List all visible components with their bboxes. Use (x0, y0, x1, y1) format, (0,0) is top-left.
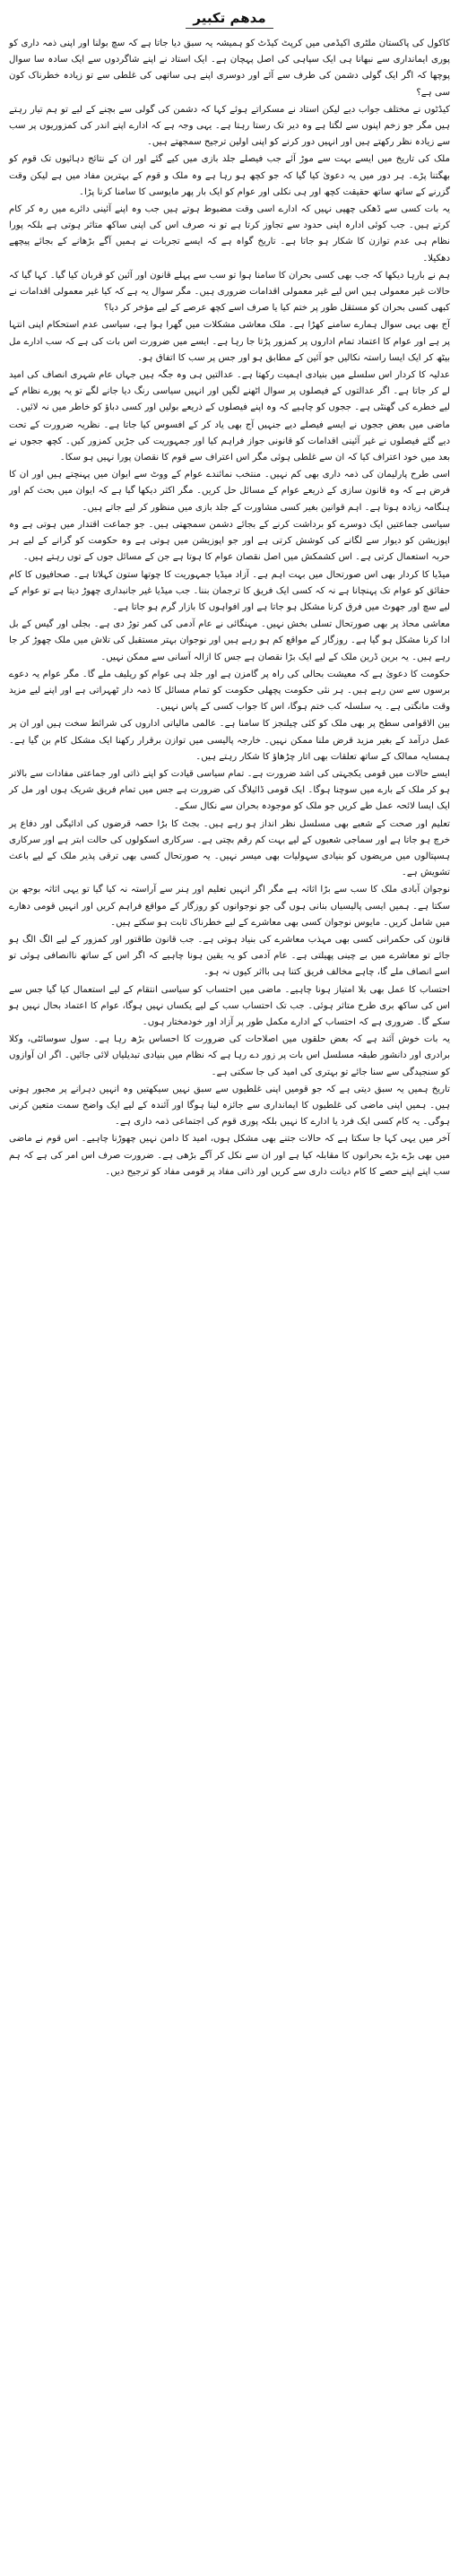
article-paragraph: سیاسی جماعتیں ایک دوسرے کو برداشت کرنے کے بجائے دشمن سمجھتی ہیں۔ جو جماعت اقتدار میں ہوتی ہے وہ اپوزیشن کو دیوار سے لگانے کی کوشش کرتی ہے اور جو اپوزیشن میں ہوتی ہے وہ حکومت کو گرانے کے لیے ہر حربہ استعمال کرتی ہے۔ اس کشمکش میں اصل نقصان عوام کا ہوتا ہے جن کے مسائل جوں کے توں رہتے ہیں۔ (9, 519, 450, 563)
article-paragraph: نوجوان آبادی ملک کا سب سے بڑا اثاثہ ہے مگر اگر انہیں تعلیم اور ہنر سے آراستہ نہ کیا گیا تو یہی اثاثہ بوجھ بن سکتا ہے۔ ہمیں ایسی پالیسیاں بنانی ہوں گی جو نوجوانوں کو روزگار کے مواقع فراہم کریں اور انہیں قومی دھارے میں شامل کریں۔ مایوس نوجوان کسی بھی معاشرے کے لیے خطرناک ثابت ہو سکتے ہیں۔ (9, 885, 450, 928)
article-paragraph: ایسے حالات میں قومی یکجہتی کی اشد ضرورت ہے۔ تمام سیاسی قیادت کو اپنے ذاتی اور جماعتی مفادات سے بالاتر ہو کر ملک کے بارے میں سوچنا ہوگا۔ ایک قومی ڈائیلاگ کی ضرورت ہے جس میں تمام فریق شریک ہوں اور مل کر ایک ایسا لائحہ عمل طے کریں جو ملک کو موجودہ بحران سے نکال سکے۔ (9, 768, 450, 812)
article-body (9, 36, 450, 1180)
article-paragraph: اسی طرح پارلیمان کی ذمہ داری بھی کم نہیں۔ منتخب نمائندے عوام کے ووٹ سے ایوان میں پہنچتے ہیں اور ان کا فرض ہے کہ وہ قانون سازی کے ذریعے عوام کے مسائل حل کریں۔ مگر اکثر دیکھا گیا ہے کہ ایوان میں بحث کم اور ہنگامہ زیادہ ہوتا ہے۔ اہم قوانین بغیر کسی مشاورت کے جلد بازی میں منظور کر لیے جاتے ہیں۔ (9, 470, 450, 513)
article-paragraph: بین الاقوامی سطح پر بھی ملک کو کئی چیلنجز کا سامنا ہے۔ عالمی مالیاتی اداروں کی شرائط سخت ہیں اور ان پر عمل درآمد کے بغیر مزید قرض ملنا ممکن نہیں۔ خارجہ پالیسی میں توازن برقرار رکھنا ایک مشکل کام بن گیا ہے۔ ہمسایہ ممالک کے ساتھ تعلقات بھی اتار چڑھاؤ کا شکار رہتے ہیں۔ (9, 719, 450, 762)
article-paragraph: تعلیم اور صحت کے شعبے بھی مسلسل نظر انداز ہو رہے ہیں۔ بجٹ کا بڑا حصہ قرضوں کی ادائیگی اور دفاع پر خرچ ہو جاتا ہے اور سماجی شعبوں کے لیے بہت کم رقم بچتی ہے۔ سرکاری اسکولوں کی حالت ابتر ہے اور سرکاری ہسپتالوں میں مریضوں کو بنیادی سہولیات بھی میسر نہیں۔ یہ صورتحال کسی بھی ترقی پذیر ملک کے لیے باعث تشویش ہے۔ (9, 818, 450, 878)
article-paragraph: معاشی محاذ پر بھی صورتحال تسلی بخش نہیں۔ مہنگائی نے عام آدمی کی کمر توڑ دی ہے۔ بجلی اور گیس کے بل ادا کرنا مشکل ہو گیا ہے۔ روزگار کے مواقع کم ہو رہے ہیں اور نوجوان بہتر مستقبل کی تلاش میں ملک چھوڑ کر جا رہے ہیں۔ یہ برین ڈرین ملک کے لیے ایک بڑا نقصان ہے جس کا ازالہ آسانی سے ممکن نہیں۔ (9, 619, 450, 662)
article-paragraph: قانون کی حکمرانی کسی بھی مہذب معاشرے کی بنیاد ہوتی ہے۔ جب قانون طاقتور اور کمزور کے لیے الگ الگ ہو جائے تو معاشرے میں بے چینی پھیلتی ہے۔ عام آدمی کو یہ یقین ہونا چاہیے کہ اگر اس کے ساتھ ناانصافی ہوئی تو اسے انصاف ملے گا، چاہے مخالف فریق کتنا ہی بااثر کیوں نہ ہو۔ (9, 934, 450, 978)
column-title: مدھم تکبیر (186, 10, 273, 29)
article-paragraph: کاکول کی پاکستان ملٹری اکیڈمی میں کرپٹ کیڈٹ کو ہمیشہ یہ سبق دیا جاتا ہے کہ سچ بولنا اور اپنی ذمہ داری کو پوری ایمانداری سے نبھانا ہی ایک سپاہی کی اصل پہچان ہے۔ ایک استاد نے اپنے شاگردوں سے ایک سادہ سا سوال پوچھا کہ اگر ایک گولی دشمن کی طرف سے آئے اور دوسری اپنے ہی ساتھی کی غلطی سے تو زیادہ خطرناک کون سی ہے؟ (9, 39, 450, 98)
column-header (9, 9, 450, 29)
article-paragraph: حکومت کا دعویٰ ہے کہ معیشت بحالی کی راہ پر گامزن ہے اور جلد ہی عوام کو ریلیف ملے گا۔ مگر عوام یہ دعوے برسوں سے سن رہے ہیں۔ ہر نئی حکومت پچھلی حکومت کو تمام مسائل کا ذمہ دار ٹھہراتی ہے اور اپنے لیے مزید وقت مانگتی ہے۔ یہ سلسلہ کب ختم ہوگا، اس کا جواب کسی کے پاس نہیں۔ (9, 669, 450, 713)
article-paragraph: احتساب کا عمل بھی بلا امتیاز ہونا چاہیے۔ ماضی میں احتساب کو سیاسی انتقام کے لیے استعمال کیا گیا جس سے اس کی ساکھ بری طرح متاثر ہوئی۔ جب تک احتساب سب کے لیے یکساں نہیں ہوگا، عوام کا اعتماد بحال نہیں ہو سکے گا۔ ضروری ہے کہ احتساب کے ادارے مکمل طور پر آزاد اور خودمختار ہوں۔ (9, 984, 450, 1027)
article-paragraph: میڈیا کا کردار بھی اس صورتحال میں بہت اہم ہے۔ آزاد میڈیا جمہوریت کا چوتھا ستون کہلاتا ہے۔ صحافیوں کا کام حقائق کو عوام تک پہنچانا ہے نہ کہ کسی ایک فریق کا ترجمان بننا۔ جب میڈیا غیر جانبداری چھوڑ دیتا ہے تو عوام کے لیے سچ اور جھوٹ میں فرق کرنا مشکل ہو جاتا ہے اور افواہوں کا بازار گرم ہو جاتا ہے۔ (9, 569, 450, 612)
article-paragraph: یہ بات کسی سے ڈھکی چھپی نہیں کہ ادارے اسی وقت مضبوط ہوتے ہیں جب وہ اپنے آئینی دائرے میں رہ کر کام کرتے ہیں۔ جب کوئی ادارہ اپنی حدود سے تجاوز کرتا ہے تو نہ صرف اس کی اپنی ساکھ متاثر ہوتی ہے بلکہ پورا نظام ہی عدم توازن کا شکار ہو جاتا ہے۔ تاریخ گواہ ہے کہ ایسے تجربات نے ہمیں آگے بڑھانے کے بجائے پیچھے دھکیلا۔ (9, 204, 450, 264)
article-paragraph: کیڈٹوں نے مختلف جواب دیے لیکن استاد نے مسکراتے ہوئے کہا کہ دشمن کی گولی سے بچنے کے لیے تو ہم تیار رہتے ہیں مگر جو زخم اپنوں سے لگتا ہے وہ دیر تک رستا رہتا ہے۔ یہی وجہ ہے کہ ادارے اپنے اندر کی کمزوریوں پر سب سے زیادہ نظر رکھتے ہیں اور انہیں دور کرنے کو اپنی اولین ترجیح سمجھتے ہیں۔ (9, 104, 450, 148)
article-paragraph: یہ بات خوش آئند ہے کہ بعض حلقوں میں اصلاحات کی ضرورت کا احساس بڑھ رہا ہے۔ سول سوسائٹی، وکلا برادری اور دانشور طبقہ مسلسل اس بات پر زور دے رہا ہے کہ نظام میں بنیادی تبدیلیاں لائی جائیں۔ اگر ان آوازوں کو سنجیدگی سے سنا جائے تو بہتری کی امید کی جا سکتی ہے۔ (9, 1034, 450, 1077)
article-paragraph: ماضی میں بعض ججوں نے ایسے فیصلے دیے جنہیں آج بھی یاد کر کے افسوس کیا جاتا ہے۔ نظریہ ضرورت کے تحت دیے گئے فیصلوں نے غیر آئینی اقدامات کو قانونی جواز فراہم کیا اور جمہوریت کی جڑیں کمزور کیں۔ کچھ ججوں نے بعد میں خود اعتراف کیا کہ ان سے غلطی ہوئی مگر اس اعتراف سے قوم کا نقصان پورا نہیں ہو سکا۔ (9, 419, 450, 463)
article-paragraph: ہم نے بارہا دیکھا کہ جب بھی کسی بحران کا سامنا ہوا تو سب سے پہلے قانون اور آئین کو قربان کیا گیا۔ کہا گیا کہ حالات غیر معمولی ہیں اس لیے غیر معمولی اقدامات ضروری ہیں۔ مگر سوال یہ ہے کہ کیا غیر معمولی اقدامات نے کبھی کسی بحران کو مستقل طور پر ختم کیا یا صرف اسے کچھ عرصے کے لیے مؤخر کر دیا؟ (9, 270, 450, 314)
article-paragraph: ملک کی تاریخ میں ایسے بہت سے موڑ آئے جب فیصلے جلد بازی میں کیے گئے اور ان کے نتائج دہائیوں تک قوم کو بھگتنا پڑے۔ ہر دور میں یہ دعویٰ کیا گیا کہ جو کچھ ہو رہا ہے وہ ملک و قوم کے بہترین مفاد میں ہے لیکن وقت گزرنے کے ساتھ ساتھ حقیقت کچھ اور ہی نکلی اور عوام کو ایک بار پھر مایوسی کا سامنا کرنا پڑا۔ (9, 154, 450, 197)
article-paragraph: آج بھی یہی سوال ہمارے سامنے کھڑا ہے۔ ملک معاشی مشکلات میں گھرا ہوا ہے، سیاسی عدم استحکام اپنی انتہا پر ہے اور عوام کا اعتماد تمام اداروں پر کمزور پڑتا جا رہا ہے۔ ایسے میں ضرورت اس بات کی ہے کہ سب ادارے مل بیٹھ کر ایک ایسا راستہ نکالیں جو آئین کے مطابق ہو اور جس پر سب کا اتفاق ہو۔ (9, 320, 450, 363)
article-paragraph: تاریخ ہمیں یہ سبق دیتی ہے کہ جو قومیں اپنی غلطیوں سے سبق نہیں سیکھتیں وہ انہیں دہرانے پر مجبور ہوتی ہیں۔ ہمیں اپنی ماضی کی غلطیوں کا ایمانداری سے جائزہ لینا ہوگا اور آئندہ کے لیے ایک واضح سمت متعین کرنی ہوگی۔ یہ کام کسی ایک فرد یا ادارے کا نہیں بلکہ پوری قوم کی اجتماعی ذمہ داری ہے۔ (9, 1084, 450, 1128)
article-paragraph: آخر میں یہی کہا جا سکتا ہے کہ حالات جتنے بھی مشکل ہوں، امید کا دامن نہیں چھوڑنا چاہیے۔ اس قوم نے ماضی میں بھی بڑے بڑے بحرانوں کا مقابلہ کیا ہے اور ان سے نکل کر آگے بڑھی ہے۔ ضرورت صرف اس امر کی ہے کہ ہم سب اپنے اپنے حصے کا کام دیانت داری سے کریں اور ذاتی مفاد پر قومی مفاد کو ترجیح دیں۔ (9, 1134, 450, 1177)
article-paragraph: عدلیہ کا کردار اس سلسلے میں بنیادی اہمیت رکھتا ہے۔ عدالتیں ہی وہ جگہ ہیں جہاں عام شہری انصاف کی امید لے کر جاتا ہے۔ اگر عدالتوں کے فیصلوں پر سوال اٹھنے لگیں اور انہیں سیاسی رنگ دیا جانے لگے تو یہ پورے نظام کے لیے خطرے کی گھنٹی ہے۔ ججوں کو چاہیے کہ وہ اپنے فیصلوں کے ذریعے بولیں اور کسی دباؤ کو خاطر میں نہ لائیں۔ (9, 370, 450, 413)
